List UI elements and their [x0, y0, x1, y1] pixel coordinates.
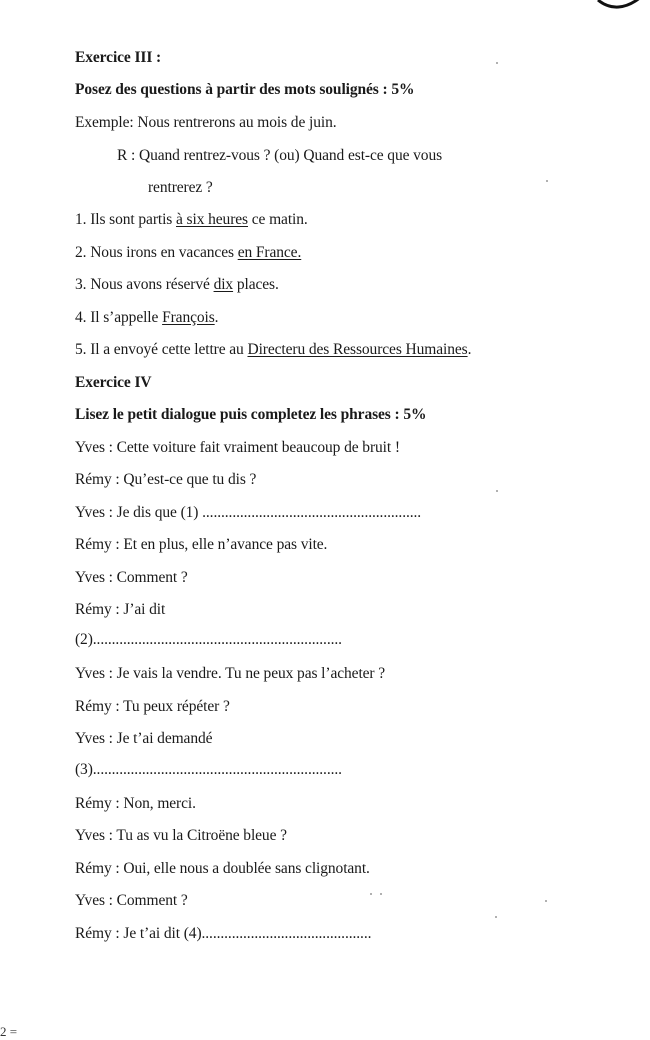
- dialogue-line: Rémy : J’ai dit: [75, 601, 166, 618]
- scan-speck: [496, 62, 498, 64]
- dialogue-line: Yves : Cette voiture fait vraiment beaucoup de bruit !: [75, 439, 400, 456]
- footer-page-mark: 2 =: [0, 1024, 18, 1039]
- scan-speck: [495, 916, 497, 918]
- exercise-4-title: Exercice IV: [75, 374, 152, 391]
- exercise-3-item: [75, 308, 218, 328]
- exercise-4-instruction: Lisez le petit dialogue puis completez les phrases : 5%: [75, 406, 427, 423]
- item-text: 5. Il a envoyé cette lettre au: [75, 341, 248, 358]
- underlined-word: Directeru des Ressources Humaines: [247, 341, 468, 358]
- underlined-word: dix: [213, 276, 234, 293]
- dialogue-line: Rémy : Oui, elle nous a doublée sans clignotant.: [75, 860, 370, 877]
- scan-speck: [496, 490, 498, 492]
- dialogue-line-blank-2: (2)..................................................................: [75, 631, 342, 648]
- item-text: 2. Nous irons en vacances: [75, 244, 238, 261]
- scan-speck: [546, 180, 548, 182]
- underlined-word: à six heures: [176, 211, 248, 228]
- example-answer-continued: rentrerez ?: [148, 179, 213, 196]
- underlined-word: en France.: [237, 244, 302, 261]
- exercise-3-item: [75, 340, 471, 360]
- exercise-3-title: Exercice III :: [75, 49, 162, 66]
- dialogue-line: Rémy : Qu’est-ce que tu dis ?: [75, 471, 257, 488]
- item-text: ce matin.: [247, 211, 308, 228]
- item-text: 1. Ils sont partis: [75, 211, 176, 228]
- dialogue-line-blank-4: Rémy : Je t’ai dit (4).............................................: [75, 925, 372, 942]
- scan-speck: [370, 893, 372, 895]
- item-text: 4. Il s’appelle: [75, 309, 163, 326]
- exercise-3-item: [75, 243, 301, 263]
- dialogue-line: Rémy : Non, merci.: [75, 795, 196, 812]
- underlined-word: François: [162, 309, 215, 326]
- dialogue-line: Yves : Tu as vu la Citroëne bleue ?: [75, 827, 287, 844]
- example-sentence: Exemple: Nous rentrerons au mois de juin.: [75, 114, 337, 131]
- example-answer: R : Quand rentrez-vous ? (ou) Quand est-ce que vous: [117, 147, 443, 164]
- dialogue-line: Rémy : Et en plus, elle n’avance pas vite.: [75, 536, 328, 553]
- dialogue-line: Rémy : Tu peux répéter ?: [75, 698, 230, 715]
- exercise-3-item: [75, 275, 279, 295]
- item-text: .: [214, 309, 219, 326]
- item-text: 3. Nous avons réservé: [75, 276, 214, 293]
- dialogue-line-blank-3: (3)..................................................................: [75, 761, 342, 778]
- scan-speck: [545, 900, 547, 902]
- exercise-3-instruction: Posez des questions à partir des mots soulignés : 5%: [75, 81, 415, 98]
- dialogue-line-blank-1: Yves : Je dis que (1) ..........................................................: [75, 504, 422, 521]
- exercise-3-item: [75, 210, 308, 230]
- corner-scribble-mark: [596, 0, 644, 14]
- item-text: .: [467, 341, 472, 358]
- dialogue-line: Yves : Comment ?: [75, 569, 188, 586]
- dialogue-line: Yves : Je vais la vendre. Tu ne peux pas l’acheter ?: [75, 665, 386, 682]
- item-text: places.: [233, 276, 279, 293]
- dialogue-line: Yves : Comment ?: [75, 892, 188, 909]
- dialogue-line: Yves : Je t’ai demandé: [75, 730, 213, 747]
- scan-speck: [380, 893, 382, 895]
